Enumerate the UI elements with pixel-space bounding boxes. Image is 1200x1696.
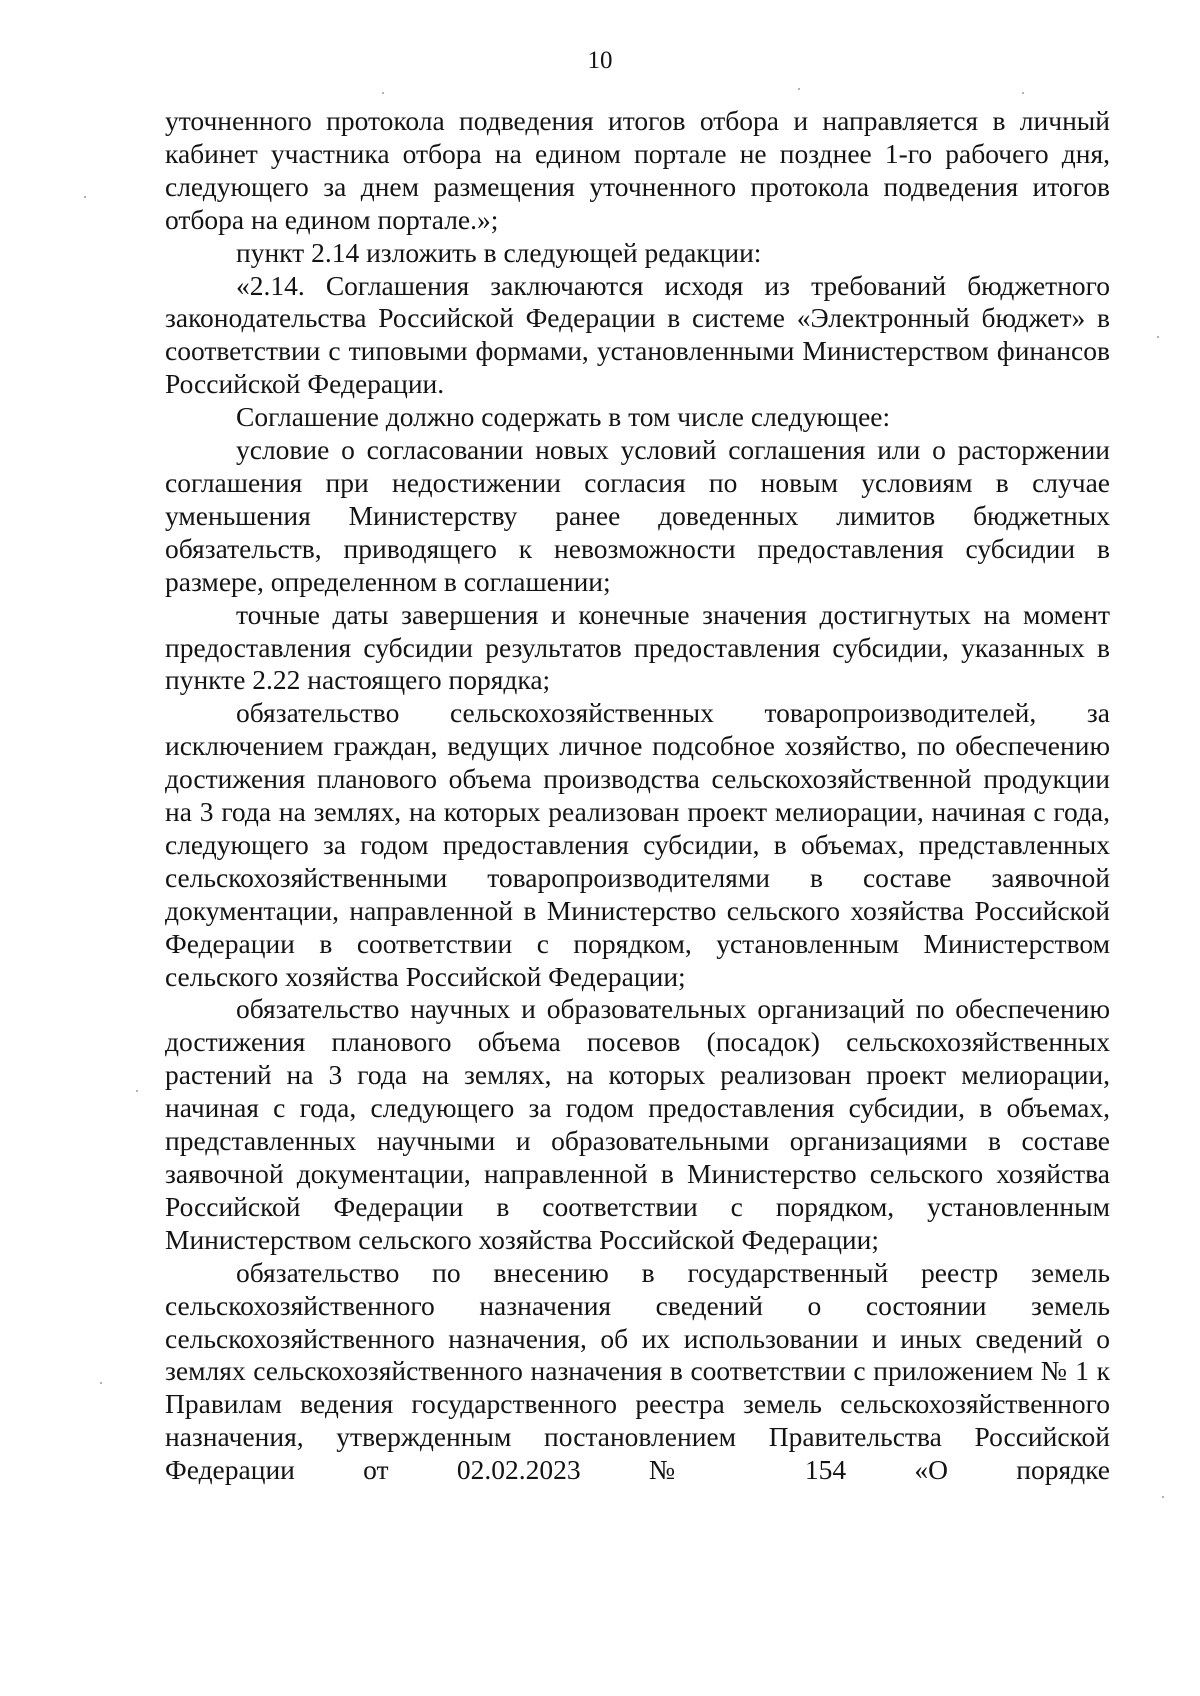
paragraph-agreement-contents: Соглашение должно содержать в том числе следующее: bbox=[236, 401, 891, 433]
paragraph-registry-obligation: обязательство по внесению в государственный реестр земель сельскохозяйственного назначения сведений о состоянии земель сельскохозяйственного назначения, об их использовании и иных сведений о землях сельскохозяйственного назначения в соответствии с приложением № 1 к Правилам ведения государственного реестра земель сельскохозяйственного назначения, утвержденным постановлением Правительства Российской Федерации от 02.02.2023 № 154 «О порядке bbox=[165, 1256, 1110, 1486]
paragraph-producers-obligation: обязательство сельскохозяйственных товаропроизводителей, за исключением граждан, ведущих личное подсобное хозяйство, по обеспечению достижения планового объема производства сельскохозяйственной продукции на 3 года на землях, на которых реализован проект мелиорации, начиная с года, следующего за годом предоставления субсидии, в объемах, представленных сельскохозяйственными товаропроизводителями в составе заявочной документации, направленной в Министерство сельского хозяйства Российской Федерации в соответствии с порядком, установленным Министерством сельского хозяйства Российской Федерации; bbox=[165, 697, 1110, 992]
scan-speck bbox=[136, 1090, 138, 1092]
document-body bbox=[165, 105, 1110, 1487]
paragraph-continuation: уточненного протокола подведения итогов отбора и направляется в личный кабинет участника отбора на едином портале не позднее 1-го рабочего дня, следующего за днем размещения уточненного протокола подведения итогов отбора на едином портале.»; bbox=[165, 105, 1110, 235]
scan-speck bbox=[1022, 92, 1024, 94]
scan-speck bbox=[100, 1382, 102, 1384]
paragraph-amendment-instruction: пункт 2.14 изложить в следующей редакции: bbox=[236, 236, 762, 268]
scan-speck bbox=[1162, 1496, 1164, 1498]
scan-speck bbox=[798, 88, 800, 90]
paragraph-clause-2-14: «2.14. Соглашения заключаются исходя из требований бюджетного законодательства Российской Федерации в системе «Электронный бюджет» в соответствии с типовыми формами, установленными Министерством финансов Российской Федерации. bbox=[165, 269, 1110, 400]
paragraph-renegotiation-condition: условие о согласовании новых условий соглашения или о расторжении соглашения при недостижении согласия по новым условиям в случае уменьшения Министерству ранее доведенных лимитов бюджетных обязательств, приводящего к невозможности предоставления субсидии в размере, определенном в соглашении; bbox=[165, 434, 1110, 597]
scan-speck bbox=[1157, 336, 1159, 338]
paragraph-scientific-organizations-obligation: обязательство научных и образовательных организаций по обеспечению достижения планового объема посевов (посадок) сельскохозяйственных растений на 3 года на землях, на которых реализован проект мелиорации, начиная с года, следующего за годом предоставления субсидии, в объемах, представленных научными и образовательными организациями в составе заявочной документации, направленной в Министерство сельского хозяйства Российской Федерации в соответствии с порядком, установленным Министерством сельского хозяйства Российской Федерации; bbox=[165, 993, 1110, 1255]
paragraph-result-dates: точные даты завершения и конечные значения достигнутых на момент предоставления субсидии результатов предоставления субсидии, указанных в пункте 2.22 настоящего порядка; bbox=[165, 598, 1110, 696]
scan-speck bbox=[84, 196, 86, 198]
page-number: 10 bbox=[587, 47, 613, 74]
scan-speck bbox=[382, 92, 384, 94]
